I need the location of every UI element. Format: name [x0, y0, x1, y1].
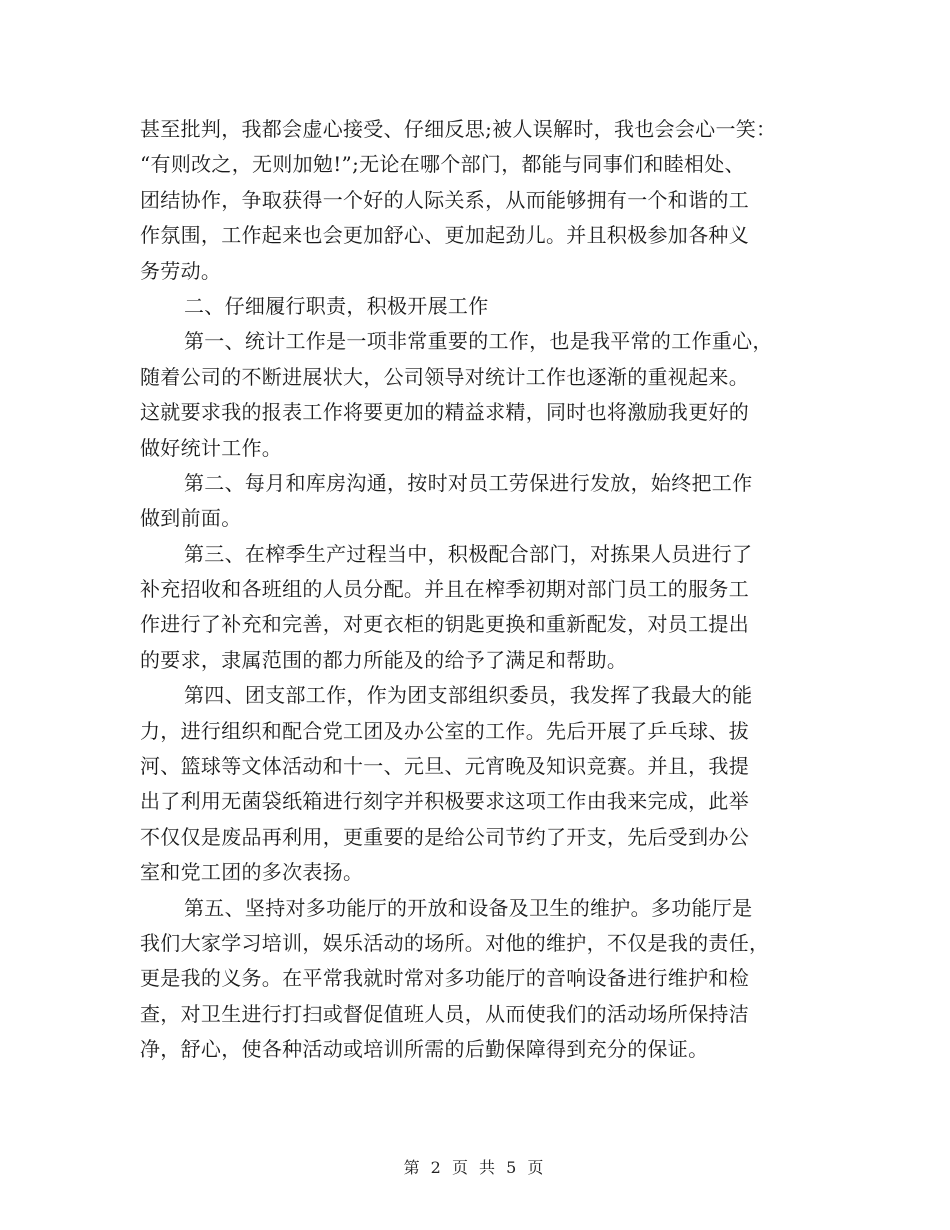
text-line: 务劳动。 [140, 258, 222, 283]
text-line: 我们大家学习培训，娱乐活动的场所。对他的维护，不仅是我的责任， [140, 930, 770, 955]
text-line: 团结协作，争取获得一个好的人际关系，从而能够拥有一个和谐的工 [140, 187, 749, 212]
section-heading: 二、仔细履行职责，积极开展工作 [184, 293, 489, 318]
text-line: “有则改之，无则加勉!”;无论在哪个部门，都能与同事们和睦相处、 [140, 152, 745, 177]
text-line: 随着公司的不断进展状大，公司领导对统计工作也逐渐的重视起来。 [140, 364, 749, 389]
page-number-footer: 第 2 页 共 5 页 [403, 1158, 547, 1177]
text-line: 不仅仅是废品再利用，更重要的是给公司节约了开支，先后受到办公 [140, 824, 749, 849]
paragraph-start: 第二、每月和库房沟通，按时对员工劳保进行发放，始终把工作 [184, 470, 753, 495]
paragraph-start: 第四、团支部工作，作为团支部组织委员，我发挥了我最大的能 [184, 683, 753, 708]
text-line: 出了利用无菌袋纸箱进行刻字并积极要求这项工作由我来完成，此举 [140, 789, 749, 814]
text-line: 净，舒心，使各种活动或培训所需的后勤保障得到充分的保证。 [140, 1037, 709, 1062]
text-line: 室和党工团的多次表扬。 [140, 860, 364, 885]
document-body [140, 112, 810, 1068]
text-line: 更是我的义务。在平常我就时常对多功能厅的音响设备进行维护和检 [140, 966, 749, 991]
text-line: 查，对卫生进行打扫或督促值班人员，从而使我们的活动场所保持洁 [140, 1001, 749, 1026]
text-line: 力，进行组织和配合党工团及办公室的工作。先后开展了乒乓球、拔 [140, 718, 749, 743]
text-line: 甚至批判，我都会虚心接受、仔细反思;被人误解时，我也会会心一笑： [140, 117, 777, 141]
text-line: 做好统计工作。 [140, 435, 283, 460]
text-line: 作进行了补充和完善，对更衣柜的钥匙更换和重新配发，对员工提出 [140, 612, 749, 637]
text-line: 这就要求我的报表工作将要更加的精益求精，同时也将激励我更好的 [140, 400, 749, 425]
text-line: 补充招收和各班组的人员分配。并且在榨季初期对部门员工的服务工 [140, 577, 749, 602]
text-line: 河、篮球等文体活动和十一、元旦、元宵晚及知识竞赛。并且，我提 [140, 754, 749, 779]
paragraph-start: 第五、坚持对多功能厅的开放和设备及卫生的维护。多功能厅是 [184, 895, 753, 920]
text-line: 的要求，隶属范围的都力所能及的给予了满足和帮助。 [140, 647, 628, 672]
text-line: 作氛围，工作起来也会更加舒心、更加起劲儿。并且积极参加各种义 [140, 223, 749, 248]
paragraph-start: 第三、在榨季生产过程当中，积极配合部门，对拣果人员进行了 [184, 541, 753, 566]
text-line: 做到前面。 [140, 506, 242, 531]
paragraph-start: 第一、统计工作是一项非常重要的工作，也是我平常的工作重心， [184, 329, 773, 354]
